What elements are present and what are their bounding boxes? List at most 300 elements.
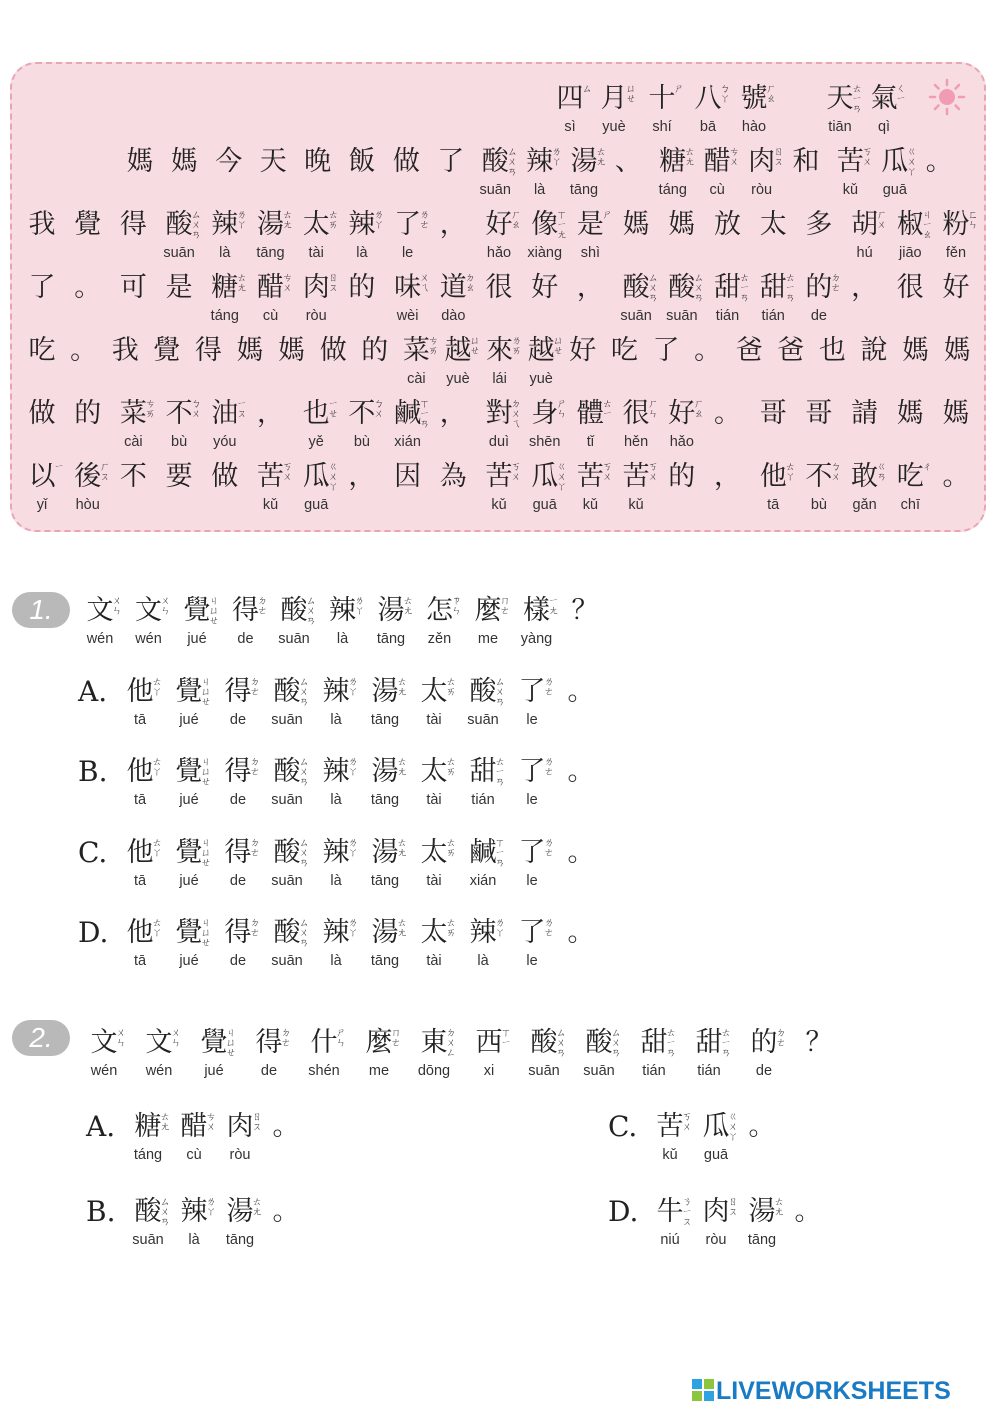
ruby-char	[843, 397, 887, 431]
ruby-char	[614, 397, 658, 451]
ruby-char	[228, 334, 272, 368]
ruby-char	[559, 675, 603, 709]
hanzi: ，	[714, 461, 741, 492]
ruby-char	[203, 208, 247, 262]
ruby-char	[660, 460, 704, 494]
hanzi: 太	[420, 837, 448, 868]
ruby-char	[461, 675, 505, 729]
pinyin: tián	[642, 1063, 666, 1079]
hanzi: 辣	[329, 595, 356, 626]
zhuyin: ㄊㄧㄢ	[785, 273, 796, 304]
zhuyin: ㄊㄤ	[774, 1197, 784, 1218]
hanzi: 媽	[170, 146, 198, 177]
liveworksheets-logo-icon	[692, 1379, 714, 1401]
hanzi: 不	[119, 461, 147, 492]
pinyin: shì	[580, 245, 601, 261]
answer-option-letter[interactable]: B.	[86, 1195, 116, 1228]
ruby-char	[363, 916, 407, 970]
pinyin: tián	[761, 308, 785, 324]
ruby-char	[706, 271, 750, 325]
hanzi: 辣	[322, 756, 350, 787]
ruby-char	[477, 271, 521, 305]
pinyin: jué	[179, 873, 199, 889]
ruby-char	[412, 916, 456, 970]
answer-option-letter[interactable]: A.	[86, 1110, 116, 1143]
pinyin: tāng	[256, 245, 285, 261]
hanzi: 的	[805, 272, 833, 303]
zhuyin: ㄒㄧㄢ	[419, 399, 430, 430]
hanzi: 請	[851, 398, 879, 429]
hanzi: 。	[694, 335, 722, 366]
zhuyin: ㄩㄝ	[626, 84, 636, 105]
pinyin: lái	[492, 371, 507, 387]
pinyin: là	[330, 712, 342, 728]
ruby-char	[862, 82, 906, 136]
hanzi: 好	[569, 335, 597, 366]
hanzi: 湯	[371, 837, 399, 868]
pinyin: là	[336, 631, 349, 647]
ruby-char	[769, 334, 813, 368]
hanzi: 爸	[735, 335, 763, 366]
pinyin: tài	[426, 873, 442, 889]
zhuyin: ㄨㄣ	[160, 596, 171, 617]
hanzi: 媽	[622, 209, 650, 240]
ruby-char	[727, 334, 771, 368]
pinyin: jué	[179, 792, 199, 808]
hanzi: 甜	[695, 1027, 723, 1058]
hanzi: 覺	[175, 917, 203, 948]
zhuyin: ㄙㄨㄢ	[299, 757, 309, 788]
hanzi: 什	[310, 1027, 338, 1058]
ruby-char	[294, 208, 338, 262]
ruby-char	[314, 836, 358, 890]
ruby-char	[167, 755, 211, 809]
ruby-char	[249, 208, 293, 262]
pinyin: de	[229, 953, 247, 969]
hanzi: 辣	[322, 917, 350, 948]
ruby-char	[386, 208, 430, 262]
ruby-char	[175, 594, 219, 648]
ruby-char	[296, 145, 340, 179]
zhuyin: ㄊㄤ	[397, 838, 407, 859]
zhuyin: ㄈㄣ	[968, 210, 978, 231]
ruby-char	[386, 271, 430, 325]
ruby-char	[167, 836, 211, 890]
ruby-char	[247, 1026, 291, 1080]
ruby-char	[477, 397, 521, 451]
pinyin: xián	[469, 873, 497, 889]
hanzi: 做	[392, 146, 420, 177]
ruby-char	[797, 271, 841, 325]
hanzi: 得	[194, 335, 222, 366]
hanzi: 得	[255, 1027, 283, 1058]
ruby-char	[431, 397, 475, 431]
zhuyin: ㄨㄣ	[116, 1028, 126, 1049]
hanzi: 覺	[175, 756, 203, 787]
zhuyin: ㄖㄡ	[773, 147, 784, 168]
pinyin: tā	[767, 497, 780, 513]
ruby-char	[461, 836, 505, 890]
hanzi: 菜	[119, 398, 147, 429]
hanzi: 醋	[257, 272, 284, 303]
ruby-char	[523, 397, 567, 451]
hanzi: 。	[567, 756, 595, 787]
ruby-char	[111, 460, 155, 494]
hanzi: 的	[668, 461, 696, 492]
zhuyin: ㄊㄤ	[236, 273, 247, 294]
ruby-char	[648, 1195, 692, 1249]
hanzi: 甜	[640, 1027, 668, 1058]
hanzi: 不	[348, 398, 376, 429]
zhuyin: ㄊㄞ	[446, 757, 456, 778]
zhuyin: ㄙㄨㄢ	[611, 1028, 621, 1059]
ruby-char	[118, 145, 162, 179]
pinyin: fěn	[945, 245, 967, 261]
pinyin: wén	[135, 631, 162, 647]
hanzi: ，	[576, 272, 604, 303]
pinyin: tāng	[370, 712, 400, 728]
ruby-char	[321, 594, 365, 648]
zhuyin: ㄨㄣ	[171, 1028, 181, 1049]
answer-option-letter[interactable]: A.	[78, 675, 108, 708]
ruby-char	[873, 145, 917, 199]
ruby-char	[270, 334, 314, 368]
hanzi: 八	[694, 83, 722, 114]
zhuyin: ㄖㄡ	[328, 273, 339, 294]
ruby-char	[515, 594, 559, 648]
answer-option-letter[interactable]: C.	[608, 1110, 638, 1143]
pinyin: cù	[262, 308, 279, 324]
zhuyin: ㄌㄚ	[373, 210, 384, 231]
ruby-char	[157, 460, 201, 494]
pinyin: yě	[308, 434, 324, 450]
zhuyin: ㄊㄞ	[446, 918, 456, 939]
zhuyin: ㄐㄧㄠ	[922, 210, 933, 241]
ruby-char	[111, 208, 155, 242]
zhuyin: ㄖㄡ	[728, 1197, 738, 1218]
pinyin: là	[330, 873, 342, 889]
zhuyin: ㄌㄚ	[551, 147, 562, 168]
zhuyin: ㄌㄚ	[495, 918, 505, 939]
pinyin: ròu	[229, 1147, 251, 1163]
pinyin: suān	[583, 1063, 615, 1079]
hanzi: ？	[571, 595, 599, 626]
ruby-char	[431, 460, 475, 494]
hanzi: 太	[302, 209, 330, 240]
ruby-char	[843, 271, 887, 305]
zhuyin: ㄉㄜ	[830, 273, 841, 294]
ruby-char	[640, 82, 684, 136]
pinyin: me	[477, 631, 499, 647]
ruby-char	[111, 271, 155, 305]
ruby-char	[418, 594, 462, 648]
ruby-char	[294, 397, 338, 451]
hanzi: 酸	[622, 272, 650, 303]
ruby-char	[751, 460, 795, 514]
hanzi: 天	[826, 83, 854, 114]
zhuyin: ㄩㄝ	[470, 336, 480, 357]
pinyin: kǔ	[842, 182, 859, 198]
hanzi: 對	[485, 398, 513, 429]
ruby-char	[294, 460, 338, 514]
hanzi: 為	[439, 461, 467, 492]
hanzi: 湯	[748, 1196, 776, 1227]
hanzi: 好	[485, 209, 513, 240]
answer-option	[0, 1110, 1000, 1170]
hanzi: ，	[439, 398, 467, 429]
hanzi: 說	[860, 335, 888, 366]
pinyin: gǎn	[852, 497, 877, 513]
hanzi: 酸	[134, 1196, 162, 1227]
zhuyin: ㄇㄜ	[391, 1028, 401, 1049]
hanzi: 好	[531, 272, 559, 303]
hanzi: 酸	[481, 146, 509, 177]
hanzi: 酸	[585, 1027, 613, 1058]
hanzi: 氣	[870, 83, 898, 114]
zhuyin: ㄗㄣ	[451, 596, 462, 617]
zhuyin: ㄎㄨ	[648, 462, 659, 483]
question-prompt	[0, 594, 1000, 654]
hanzi: 東	[420, 1027, 448, 1058]
zhuyin: ㄊㄤ	[282, 210, 293, 231]
pinyin: de	[810, 308, 827, 324]
pinyin: kǔ	[628, 497, 644, 513]
ruby-char	[742, 1026, 786, 1080]
ruby-char	[157, 208, 201, 262]
ruby-char	[888, 460, 932, 514]
pinyin: shí	[652, 119, 672, 135]
pinyin: xián	[394, 434, 421, 450]
pinyin: tǐ	[586, 434, 595, 450]
ruby-char	[606, 145, 650, 179]
ruby-char	[20, 271, 64, 305]
ruby-char	[186, 334, 230, 368]
ruby-char	[363, 836, 407, 890]
ruby-char	[523, 208, 567, 262]
zhuyin: ㄌㄜ	[544, 757, 554, 778]
ruby-char	[467, 1026, 511, 1080]
zhuyin: ㄉㄜ	[250, 838, 260, 859]
hanzi: 苦	[656, 1111, 684, 1142]
pinyin: tā	[133, 712, 147, 728]
pinyin: jué	[187, 631, 207, 647]
pinyin: duì	[488, 434, 510, 450]
pinyin: guā	[882, 182, 907, 198]
hanzi: 椒	[896, 209, 924, 240]
zhuyin: ㄙㄨㄢ	[693, 273, 704, 304]
pinyin: kǔ	[582, 497, 599, 513]
hanzi: 得	[224, 756, 252, 787]
ruby-char	[559, 836, 603, 870]
pinyin: me	[368, 1063, 390, 1079]
hanzi: 肉	[302, 272, 330, 303]
hanzi: 了	[518, 837, 546, 868]
zhuyin: ㄊㄤ	[397, 757, 407, 778]
ruby-char	[614, 271, 658, 325]
pinyin: hòu	[75, 497, 100, 513]
pinyin: ròu	[705, 1232, 727, 1248]
pinyin: de	[755, 1063, 773, 1079]
zhuyin: ㄘㄨ	[729, 147, 740, 168]
hanzi: 不	[165, 398, 193, 429]
zhuyin: ㄊㄤ	[684, 147, 695, 168]
zhuyin: ㄧㄡ	[236, 399, 247, 420]
ruby-char	[894, 334, 938, 368]
hanzi: 酸	[469, 676, 497, 707]
ruby-char	[614, 460, 658, 514]
zhuyin: ㄉㄜ	[250, 677, 260, 698]
ruby-char	[888, 397, 932, 431]
ruby-char	[751, 397, 795, 431]
ruby-char	[118, 755, 162, 809]
ruby-char	[917, 145, 961, 179]
hanzi: 是	[576, 209, 604, 240]
hanzi: 得	[119, 209, 147, 240]
hanzi: 他	[126, 676, 154, 707]
hanzi: 吃	[610, 335, 638, 366]
hanzi: 得	[224, 837, 252, 868]
zhuyin: ㄊㄤ	[403, 596, 413, 617]
pinyin: bā	[699, 119, 717, 135]
hanzi: 哥	[805, 398, 833, 429]
hanzi: 瓜	[531, 461, 559, 492]
hanzi: 甜	[714, 272, 741, 303]
pinyin: suān	[666, 308, 698, 324]
hanzi: 爸	[777, 335, 805, 366]
hanzi: 越	[444, 335, 472, 366]
ruby-char	[510, 836, 554, 890]
answer-option-letter[interactable]: D.	[608, 1195, 639, 1228]
hanzi: 媽	[668, 209, 696, 240]
pinyin: hěn	[623, 434, 649, 450]
zhuyin: ㄊㄧㄢ	[721, 1028, 731, 1059]
ruby-char	[314, 755, 358, 809]
hanzi: ，	[439, 209, 467, 240]
zhuyin: ㄖㄡ	[252, 1112, 262, 1133]
ruby-char	[510, 916, 554, 970]
answer-option	[0, 755, 1000, 815]
ruby-char	[934, 460, 978, 494]
pinyin: jué	[179, 712, 199, 728]
ruby-char	[145, 334, 189, 368]
zhuyin: ㄐㄩㄝ	[226, 1028, 236, 1059]
hanzi: 了	[394, 209, 422, 240]
hanzi: 酸	[668, 272, 696, 303]
pinyin: yuè	[446, 371, 470, 387]
pinyin: suān	[620, 308, 652, 324]
ruby-char	[751, 208, 795, 242]
zhuyin: ㄩㄝ	[553, 336, 564, 357]
ruby-char	[20, 208, 64, 242]
zhuyin: ㄎㄨ	[682, 1112, 692, 1133]
ruby-char	[706, 208, 750, 242]
hanzi: 也	[818, 335, 846, 366]
hanzi: 辣	[180, 1196, 208, 1227]
pinyin: là	[477, 953, 489, 969]
hanzi: 文	[145, 1027, 173, 1058]
ruby-char	[740, 1195, 784, 1249]
ruby-char	[436, 334, 480, 388]
pinyin: hǎo	[669, 434, 694, 450]
hanzi: 我	[111, 335, 139, 366]
zhuyin: ㄕㄣ	[556, 399, 567, 420]
question-number-badge: 1.	[12, 592, 70, 628]
pinyin: de	[260, 1063, 278, 1079]
zhuyin: ㄌㄚ	[348, 677, 358, 698]
hanzi: 太	[420, 917, 448, 948]
ruby-char	[694, 1195, 738, 1249]
pinyin: tāng	[569, 182, 599, 198]
pinyin: suān	[271, 953, 303, 969]
hanzi: 瓜	[881, 146, 909, 177]
hanzi: 瓜	[302, 461, 330, 492]
ruby-char	[251, 145, 295, 179]
hanzi: 醋	[703, 146, 731, 177]
ruby-char	[614, 208, 658, 242]
ruby-char	[561, 334, 605, 368]
ruby-char	[660, 208, 704, 242]
pinyin: de	[229, 792, 247, 808]
zhuyin: ㄙㄨㄢ	[299, 838, 309, 869]
pinyin: yóu	[213, 434, 237, 450]
hanzi: 覺	[74, 209, 102, 240]
ruby-char	[103, 334, 147, 368]
ruby-char	[412, 836, 456, 890]
ruby-char	[363, 755, 407, 809]
zhuyin: ㄊㄚ	[152, 838, 162, 859]
answer-option-letter[interactable]: B.	[78, 755, 108, 788]
pinyin: suān	[271, 792, 303, 808]
hanzi: 是	[165, 272, 193, 303]
ruby-char	[934, 208, 978, 262]
ruby-char	[157, 271, 201, 305]
pinyin: táng	[210, 308, 239, 324]
ruby-char	[431, 208, 475, 242]
pinyin: bù	[353, 434, 370, 450]
answer-option-letter[interactable]: C.	[78, 836, 108, 869]
ruby-char	[340, 208, 384, 262]
ruby-char	[740, 1110, 784, 1144]
hanzi: 覺	[153, 335, 181, 366]
ruby-char	[843, 460, 887, 514]
hanzi: 他	[126, 756, 154, 787]
hanzi: ，	[348, 461, 376, 492]
ruby-char	[706, 397, 750, 431]
ruby-char	[461, 755, 505, 809]
ruby-char	[249, 460, 293, 514]
hanzi: 多	[805, 209, 833, 240]
ruby-char	[357, 1026, 401, 1080]
hanzi: 我	[28, 209, 56, 240]
hanzi: 。	[714, 398, 741, 429]
ruby-char	[118, 916, 162, 970]
zhuyin: ㄌㄜ	[419, 210, 430, 231]
ruby-char	[686, 334, 730, 368]
ruby-char	[384, 145, 428, 179]
ruby-char	[265, 916, 309, 970]
ruby-char	[431, 271, 475, 325]
pinyin: de	[229, 712, 247, 728]
answer-option-letter[interactable]: D.	[78, 916, 109, 949]
question-prompt	[0, 1026, 1000, 1086]
hanzi: 了	[437, 146, 465, 177]
zhuyin: ㄉㄨㄟ	[511, 399, 521, 430]
hanzi: 酸	[273, 676, 301, 707]
ruby-char	[162, 145, 206, 179]
hanzi: 。	[567, 676, 595, 707]
zhuyin: ㄅㄨ	[191, 399, 202, 420]
hanzi: 的	[348, 272, 376, 303]
